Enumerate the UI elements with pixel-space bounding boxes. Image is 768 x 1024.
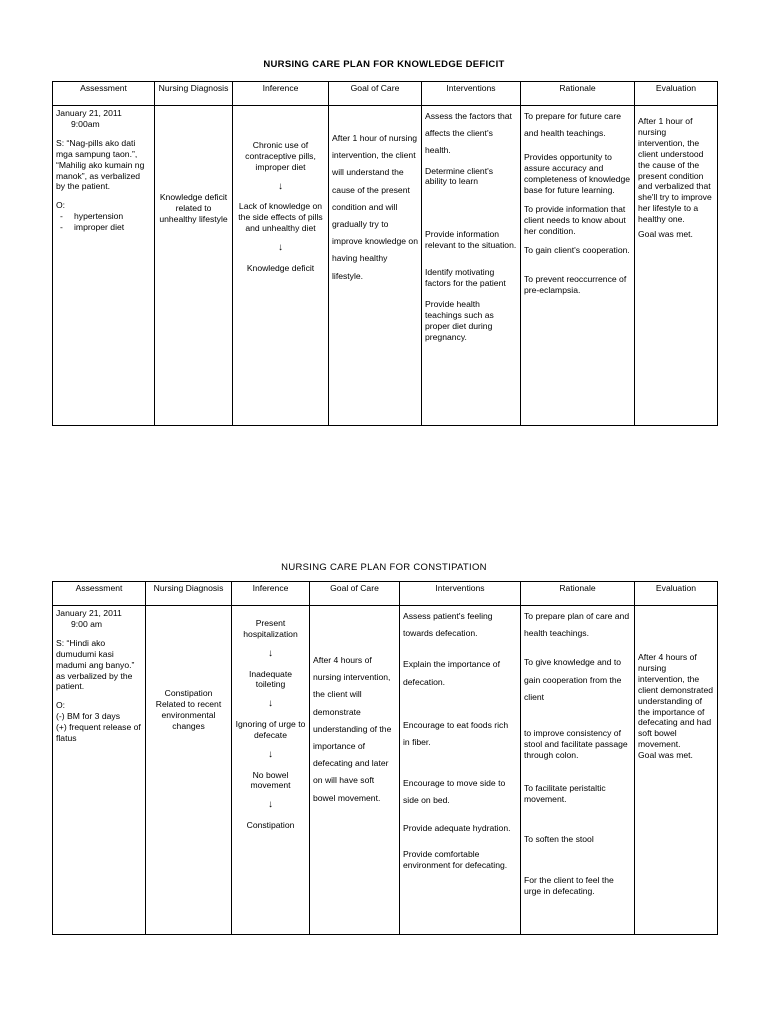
evaluation-result: Goal was met. — [638, 229, 693, 240]
rationale-item: To prepare plan of care and health teachings. — [524, 611, 630, 639]
header-nursing-diagnosis: Nursing Diagnosis — [146, 582, 232, 606]
list-item: - improper diet — [70, 222, 151, 233]
rationale-item: To gain client's cooperation. — [524, 244, 630, 255]
intervention-item: Provide information relevant to the situation. — [425, 229, 517, 251]
evaluation-text: After 1 hour of nursing intervention, the client understood the cause of the present condition and verbalized that she'll try to improve her lifestyle to a healthy one. — [638, 116, 712, 225]
header-evaluation: Evaluation — [635, 582, 718, 606]
arrow-down-icon: ↓ — [268, 748, 273, 760]
header-row — [53, 582, 718, 606]
rationale-item: For the client to feel the urge in defecating. — [524, 875, 614, 897]
care-plan-title: NURSING CARE PLAN FOR KNOWLEDGE DEFICIT — [263, 59, 505, 70]
inference-step: No bowel movement — [250, 769, 291, 791]
intervention-item: Provide adequate hydration. — [403, 822, 511, 833]
list-item: - hypertension — [70, 211, 151, 222]
objective-label: O: — [56, 700, 66, 711]
diagnosis-cell — [146, 606, 232, 935]
nursing-diagnosis-text: Knowledge deficit related to unhealthy lifestyle — [159, 192, 228, 224]
intervention-item: Encourage to move side to side on bed. — [403, 778, 506, 806]
assessment-cell — [53, 106, 155, 426]
list-item: (-) BM for 3 days — [56, 711, 120, 722]
nursing-diagnosis-text: Constipation Related to recent environmental changes — [155, 688, 222, 731]
rationale-item: To prevent reoccurrence of pre-eclampsia. — [524, 273, 627, 295]
rationale-item: To give knowledge and to gain cooperation from the client — [524, 657, 622, 702]
header-row — [53, 82, 718, 106]
intervention-item: Assess patient's feeling towards defecation. — [403, 611, 493, 639]
arrow-down-icon: ↓ — [278, 242, 283, 254]
objective-label: O: — [56, 200, 66, 211]
header-evaluation: Evaluation — [635, 82, 718, 106]
header-interventions: Interventions — [422, 82, 521, 106]
arrow-down-icon: ↓ — [278, 180, 283, 192]
goal-cell — [329, 106, 422, 426]
assessment-date: January 21, 2011 — [56, 108, 122, 118]
inference-cell — [233, 106, 329, 426]
inference-step: Lack of knowledge on the side effects of pills and unhealthy diet — [238, 201, 323, 234]
inference-step: Ignoring of urge to defecate — [235, 719, 306, 740]
intervention-item: Determine client's ability to learn — [425, 165, 494, 187]
intervention-item: Provide comfortable environment for defecating. — [403, 848, 508, 870]
goal-of-care-text: After 4 hours of nursing intervention, the client will demonstrate understanding of the importance of defecating and later on will have soft bowel movement. — [313, 655, 392, 803]
rationale-item: To soften the stool — [524, 834, 594, 845]
rationale-cell — [521, 606, 635, 935]
intervention-item: Assess the factors that affects the client's health. — [425, 111, 512, 156]
header-inference: Inference — [233, 82, 329, 106]
evaluation-result: Goal was met. — [638, 750, 693, 761]
header-nursing-diagnosis: Nursing Diagnosis — [155, 82, 233, 106]
inference-cell — [232, 606, 310, 935]
table-row — [53, 606, 718, 935]
subjective-data: S: “Nag-pills ako dati mga sampung taon.”, “Mahilig ako kumain ng manok”, as verbalized by the patient. — [56, 137, 145, 192]
intervention-item: Explain the importance of defecation. — [403, 659, 500, 687]
goal-of-care-text: After 1 hour of nursing intervention, the client will understand the cause of the present condition and will gradually try to improve knowledge on having healthy lifestyle. — [332, 133, 418, 281]
assessment-date: January 21, 2011 — [56, 608, 122, 618]
intervention-item: Provide health teachings such as proper diet during pregnancy. — [425, 299, 494, 342]
subjective-data: S: “Hindi ako dumudumi kasi madumi ang banyo.” as verbalized by the patient. — [56, 637, 135, 692]
inference-step: Present hospitalization — [243, 618, 298, 639]
header-rationale: Rationale — [521, 582, 635, 606]
header-rationale: Rationale — [521, 82, 635, 106]
evaluation-text: After 4 hours of nursing intervention, the client demonstrated understanding of the importance of defecating and had soft bowel movement. — [638, 652, 713, 750]
rationale-item: to improve consistency of stool and facilitate passage through colon. — [524, 727, 628, 760]
assessment-time: 9:00am — [71, 118, 100, 129]
header-goal-of-care: Goal of Care — [310, 582, 400, 606]
rationale-item: To facilitate peristaltic movement. — [524, 782, 606, 804]
evaluation-cell — [635, 606, 718, 935]
inference-step: Knowledge deficit — [246, 262, 315, 273]
diagnosis-cell — [155, 106, 233, 426]
interventions-cell — [422, 106, 521, 426]
arrow-down-icon: ↓ — [268, 698, 273, 710]
care-plan-title: NURSING CARE PLAN FOR CONSTIPATION — [281, 562, 487, 573]
assessment-cell — [53, 606, 146, 935]
inference-step: Inadequate toileting — [248, 668, 292, 690]
header-inference: Inference — [232, 582, 310, 606]
objective-list — [56, 211, 151, 233]
rationale-item: To prepare for future care and health teachings. — [524, 111, 621, 139]
rationale-item: To provide information that client needs to know about her condition. — [524, 204, 626, 236]
header-assessment: Assessment — [53, 82, 155, 106]
interventions-cell — [400, 606, 521, 935]
list-item: (+) frequent release of flatus — [56, 722, 141, 744]
intervention-item: Encourage to eat foods rich in fiber. — [403, 719, 509, 747]
goal-cell — [310, 606, 400, 935]
table-row — [53, 106, 718, 426]
care-plan-table — [52, 81, 718, 426]
inference-step: Constipation — [246, 820, 295, 830]
assessment-time: 9:00 am — [71, 618, 103, 629]
rationale-item: Provides opportunity to assure accuracy and completeness of knowledge base for future learning. — [524, 152, 631, 196]
arrow-down-icon: ↓ — [268, 799, 273, 811]
arrow-down-icon: ↓ — [268, 647, 273, 659]
intervention-item: Identify motivating factors for the patient — [425, 267, 506, 289]
rationale-cell — [521, 106, 635, 426]
inference-step: Chronic use of contraceptive pills, improper diet — [245, 140, 316, 172]
evaluation-cell — [635, 106, 718, 426]
header-interventions: Interventions — [400, 582, 521, 606]
header-goal-of-care: Goal of Care — [329, 82, 422, 106]
header-assessment: Assessment — [53, 582, 146, 606]
care-plan-table — [52, 581, 718, 935]
